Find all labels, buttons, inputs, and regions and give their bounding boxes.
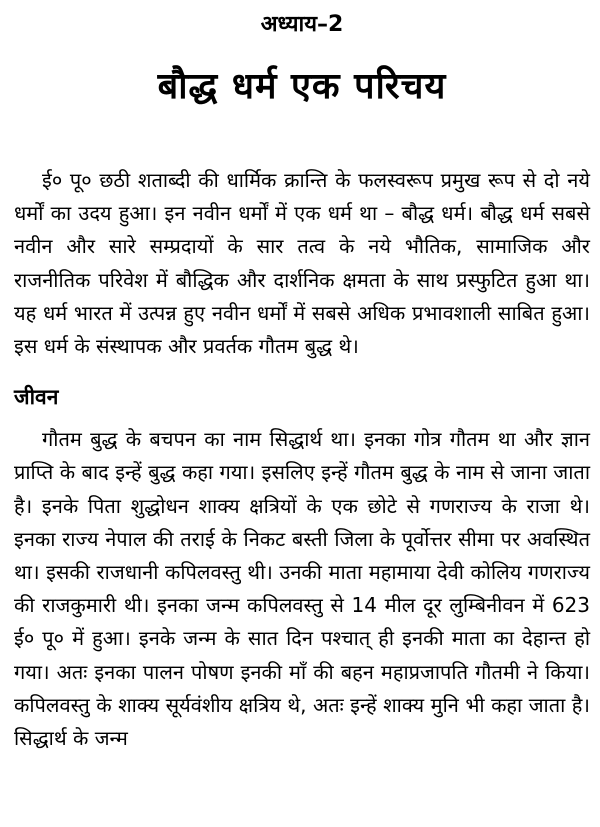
chapter-label: अध्याय–2 (260, 12, 344, 37)
chapter-title: बौद्ध धर्म एक परिचय (157, 66, 447, 107)
intro-text: ई० पू० छठी शताब्दी की धार्मिक क्रान्ति के फलस्वरूप प्रमुख रूप से दो नये धर्मों का उदय हुआ। इन नवीन धर्मों में एक धर्म था – बौद्ध धर्म। बौद्ध धर्म सबसे नवीन और सारे सम्प्रदायों के सार तत्व के नये भौतिक, सामाजिक और राजनीतिक परिवेश में बौद्धिक और दार्शनिक क्षमता के साथ प्रस्फुटित हुआ था। यह धर्म भारत में उत्पन्न हुए नवीन धर्मों में सबसे अधिक प्रभावशाली साबित हुआ। इस धर्म के संस्थापक और प्रवर्तक गौतम बुद्ध थे। (14, 168, 590, 359)
life-paragraph (14, 423, 590, 755)
section-heading: जीवन (14, 385, 59, 410)
life-text: गौतम बुद्ध के बचपन का नाम सिद्धार्थ था। इनका गोत्र गौतम था और ज्ञान प्राप्ति के बाद इन्हें बुद्ध कहा गया। इसलिए इन्हें गौतम बुद्ध के नाम से जाना जाता है। इनके पिता शुद्धोधन शाक्य क्षत्रियों के एक छोटे से गणराज्य के राजा थे। इनका राज्य नेपाल की तराई के निकट बस्ती जिला के पूर्वोत्तर सीमा पर अवस्थित था। इसकी राजधानी कपिलवस्तु थी। उनकी माता महामाया देवी कोलिय गणराज्य की राजकुमारी थी। इनका जन्म कपिलवस्तु से 14 मील दूर लुम्बिनीवन में 623 ई० पू० में हुआ। इनके जन्म के सात दिन पश्चात् ही इनकी माता का देहान्त हो गया। अतः इनका पालन पोषण इनकी माँ की बहन महाप्रजापति गौतमी ने किया। कपिलवस्तु के शाक्य सूर्यवंशीय क्षत्रिय थे, अतः इन्हें शाक्य मुनि भी कहा जाता है। सिद्धार्थ के जन्म (14, 427, 590, 751)
intro-paragraph (14, 164, 590, 363)
